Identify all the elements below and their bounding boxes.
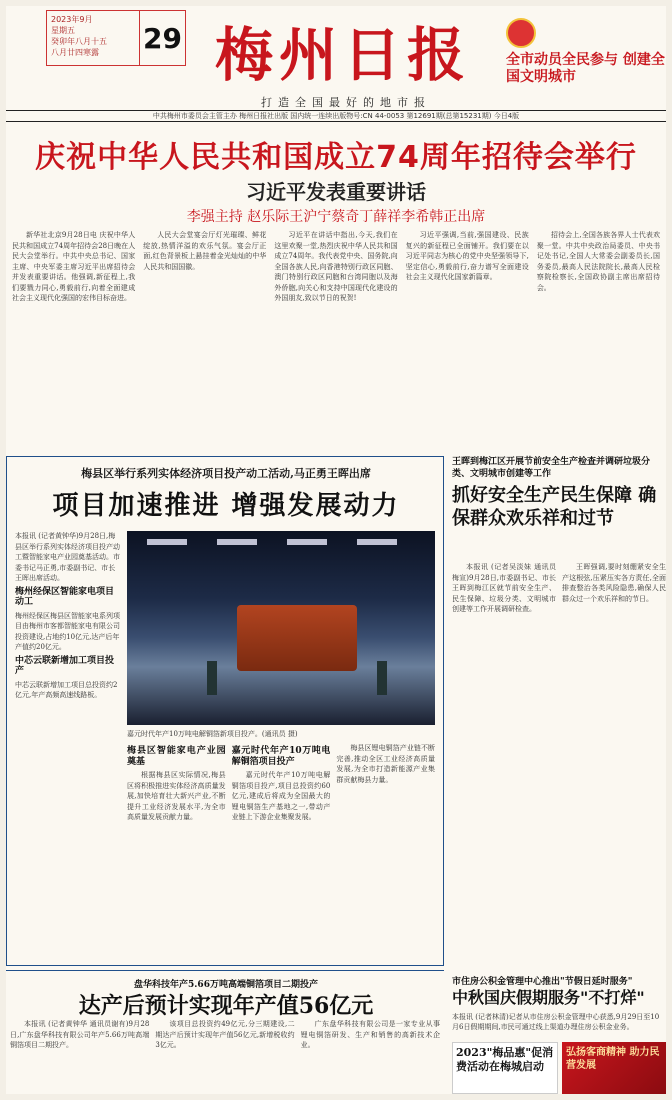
date-line: 八月廿四寒露	[51, 48, 99, 57]
info-bar: 中共梅州市委员会主管主办 梅州日报社出版 国内统一连续出版物号:CN 44-0053 第12691期(总第15231期) 今日4版	[6, 110, 666, 122]
civic-slogan: 全市动员全民参与 创建全国文明城市	[506, 52, 665, 85]
copper-foil-section	[6, 970, 444, 1094]
text-column: 习近平强调,当前,强国建设、民族复兴的新征程已全面铺开。我们要在以习近平同志为核心的党中央坚强领导下,坚定信心,勇毅前行,奋力谱写全面建设社会主义现代化国家新篇章。	[405, 231, 529, 281]
section-body	[10, 1019, 440, 1094]
day-number: 29	[139, 11, 185, 65]
text-column: 广东盘华科技有限公司是一家专业从事锂电铜箔研发、生产和销售的高新技术企业。	[300, 1020, 440, 1049]
text-column: 梅县区智能家电产业园奠基 根据梅县区实际情况,梅县区将积极推进实体经济高质量发展,加快培育壮大新兴产业,不断提升工业经济发展水平,为全市高质量发展贡献力量。	[127, 746, 226, 821]
section-kicker: 梅县区举行系列实体经济项目投产动工活动,马正勇王晖出席	[81, 467, 371, 480]
date-line: 2023年9月	[51, 15, 93, 24]
date-line: 星期五	[51, 26, 75, 35]
text-column: 王晖强调,要时刻绷紧安全生产这根弦,压紧压实各方责任,全面排查整治各类风险隐患,确保人民群众过一个欢乐祥和的节日。	[562, 563, 666, 603]
subheading: 中芯云联新增加工项目投产	[15, 655, 115, 676]
text-column: 人民大会堂宴会厅灯光璀璨、鲜花绽放,热情洋溢的欢乐气氛。宴会厅正面,红色背景板上悬挂着金光灿灿的中华人民共和国国徽。	[143, 231, 267, 271]
article-kicker: 王晖到梅江区开展节前安全生产检查并调研垃圾分类、文明城市创建等工作	[452, 457, 651, 479]
promo-banner[interactable]: 弘扬客商精神 助力民营发展	[562, 1042, 666, 1094]
newspaper-logo: 梅州日报	[214, 21, 471, 89]
text-column: 习近平在讲话中指出,今天,我们在这里欢聚一堂,热烈庆祝中华人民共和国成立74周年。我代表党中央、国务院,向全国各族人民,向香港特别行政区同胞、澳门特别行政区同胞和台湾同胞以及海外侨胞,向关心和支持中国现代化建设的外国朋友,致以节日的祝贺!	[274, 231, 398, 302]
lead-byline: 李强主持 赵乐际王沪宁蔡奇丁薛祥李希韩正出席	[186, 209, 486, 225]
date-line: 癸卯年八月十五	[51, 37, 107, 46]
subheading: 嘉元时代年产10万吨电解铜箔项目投产	[231, 746, 331, 767]
emblem-icon	[506, 18, 536, 48]
project-section	[6, 456, 444, 966]
subheading: 梅州经保区智能家电项目动工	[15, 586, 115, 607]
section-title[interactable]: 达产后预计实现年产值56亿元	[78, 993, 374, 1019]
newspaper-page	[6, 6, 666, 1094]
date-box	[46, 10, 186, 66]
text-column: 招待会上,全国各族各界人士代表欢聚一堂。中共中央政治局委员、中央书记处书记,全国人大常委会副委员长,国务委员,最高人民法院院长,最高人民检察院检察长,全国政协副主席出席招待会。	[536, 231, 661, 292]
photo-caption: 嘉元时代年产10万吨电解铜箔新项目投产。(通讯员 摄)	[127, 730, 298, 738]
article-body: 本报讯 (记者林清)记者从市住房公积金管理中心获悉,9月29日至10月6日假期期间,市民可通过线上渠道办理住房公积金业务。	[452, 1013, 660, 1031]
text-column: 新华社北京9月28日电 庆祝中华人民共和国成立74周年招待会28日晚在人民大会堂举行。中共中央总书记、国家主席、中央军委主席习近平出席招待会并发表重要讲话。他强调,新征程上,我们要戮力同心,勇毅前行,向着全面建成社会主义现代化强国的宏伟目标奋进。	[12, 231, 136, 302]
article-kicker: 市住房公积金管理中心推出"节假日延时服务"	[452, 977, 633, 987]
text-column: 该项目总投资约49亿元,分三期建设,二期达产后预计实现年产值56亿元,新增税收约3亿元。	[155, 1020, 295, 1049]
section-body	[127, 743, 435, 957]
slogan: 打造全国最好的地市报	[261, 96, 431, 109]
text-column: 本报讯 (记者黄钟华 通讯员谢有)9月28日,广东盘华科技有限公司年产5.66万吨高端铜箔项目二期投产。	[10, 1020, 150, 1049]
article-title[interactable]: 中秋国庆假期服务"不打烊"	[452, 988, 645, 1007]
subheading: 梅县区智能家电产业园奠基	[127, 746, 226, 767]
promo-teaser[interactable]: 2023"梅品惠"促消费活动在梅城启动	[452, 1042, 558, 1094]
text-column: 本报讯 (记者吴淡妹 通讯员梅宣)9月28日,市委副书记、市长王晖到梅江区就节前安全生产、民生保障、垃圾分类、文明城市创建等工作开展调研检查。	[452, 563, 556, 613]
article-title[interactable]: 抓好安全生产民生保障 确保群众欢乐祥和过节	[452, 485, 657, 529]
masthead	[6, 6, 666, 118]
factory-photo	[127, 531, 435, 725]
text-column: 嘉元时代年产10万吨电解铜箔项目投产 嘉元时代年产10万吨电解铜箔项目投产,项目总投资约60亿元,建成后将成为全国最大的锂电铜箔生产基地之一,带动产业链上下游企业集聚发展。	[231, 746, 331, 821]
section-kicker: 盘华科技年产5.66万吨高端铜箔项目二期投产	[134, 980, 318, 990]
lead-headline[interactable]: 庆祝中华人民共和国成立74周年招待会举行	[35, 140, 637, 175]
right-article-body	[452, 562, 666, 972]
lead-subhead: 习近平发表重要讲话	[246, 180, 426, 204]
section-title[interactable]: 项目加速推进 增强发展动力	[52, 491, 400, 521]
lead-body	[12, 230, 660, 448]
right-article-header	[452, 456, 666, 576]
text-column: 梅县区锂电铜箔产业链不断完善,推动全区工业经济高质量发展,为全市打造新能源产业集群贡献梅县力量。	[336, 744, 436, 784]
text-column: 本报讯 (记者黄钟华)9月28日,梅县区举行系列实体经济项目投产动工暨智能家电产业园奠基活动。市委书记马正勇,市委副书记、市长王晖出席活动。 梅州经保区智能家电项目动工 梅州经保区梅县区智能家电系列项目由梅州市客都智能家电有限公司投资建设,占地约10亿元,达产后年产值约20亿元。 中芯云联新增加工项目投产 中芯云联新增加工项目总投资约2亿元,年产高频高速线路板。	[15, 532, 120, 699]
promo-box	[452, 1042, 666, 1094]
